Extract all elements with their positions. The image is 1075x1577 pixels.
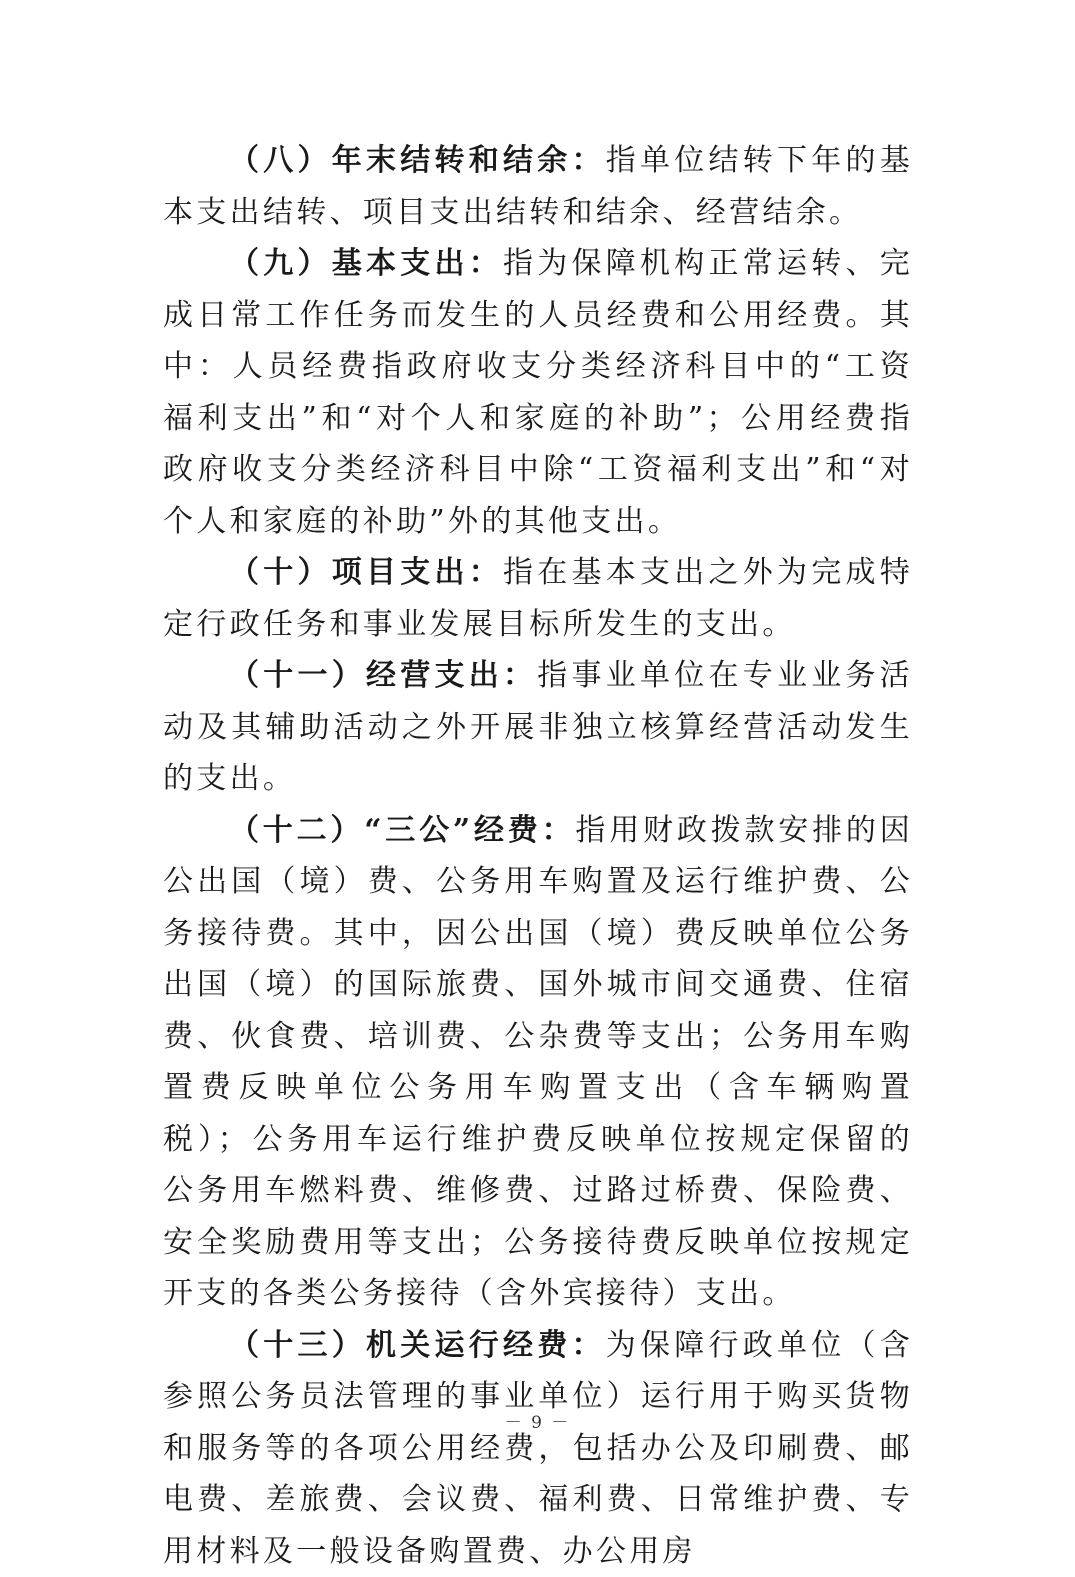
paragraph-operating-expenditure: [163, 650, 913, 805]
term-heading: （八）年末结转和结余：: [229, 143, 606, 178]
term-definition: 为保障行政单位（含参照公务员法管理的事业单位）运行用于购买货物和服务等的各项公用经费，包括办公及印刷费、邮电费、差旅费、会议费、福利费、日常维护费、专用材料及一般设备购置费、办公用房: [163, 1328, 913, 1569]
paragraph-basic-expenditure: [163, 238, 913, 547]
paragraph-project-expenditure: [163, 547, 913, 650]
term-heading: （九）基本支出：: [229, 246, 503, 281]
term-definition: 指单位结转下年的基本支出结转、项目支出结转和结余、经营结余。: [163, 143, 913, 230]
document-body: [163, 135, 913, 1577]
paragraph-three-public-expenses: [163, 805, 913, 1320]
term-heading: （十三）机关运行经费：: [229, 1328, 606, 1363]
term-definition: 指为保障机构正常运转、完成日常工作任务而发生的人员经费和公用经费。其中：人员经费指政府收支分类经济科目中的“工资福利支出”和“对个人和家庭的补助”；公用经费指政府收支分类经济科目中除“工资福利支出”和“对个人和家庭的补助”外的其他支出。: [163, 246, 913, 539]
paragraph-agency-operating-funds: [163, 1320, 913, 1577]
term-definition: 指用财政拨款安排的因公出国（境）费、公务用车购置及运行维护费、公务接待费。其中，因公出国（境）费反映单位公务出国（境）的国际旅费、国外城市间交通费、住宿费、伙食费、培训费、公杂费等支出；公务用车购置费反映单位公务用车购置支出（含车辆购置税）；公务用车运行维护费反映单位按规定保留的公务用车燃料费、维修费、过路过桥费、保险费、安全奖励费用等支出；公务接待费反映单位按规定开支的各类公务接待（含外宾接待）支出。: [163, 813, 913, 1312]
term-definition: 指事业单位在专业业务活动及其辅助活动之外开展非独立核算经营活动发生的支出。: [163, 658, 913, 796]
paragraph-year-end-carryover: [163, 135, 913, 238]
term-heading: （十二）“三公”经费：: [229, 813, 575, 848]
term-definition: 指在基本支出之外为完成特定行政任务和事业发展目标所发生的支出。: [163, 555, 913, 642]
term-heading: （十一）经营支出：: [229, 658, 537, 693]
page-number: － 9 －: [0, 1408, 1075, 1433]
term-heading: （十）项目支出：: [229, 555, 503, 590]
